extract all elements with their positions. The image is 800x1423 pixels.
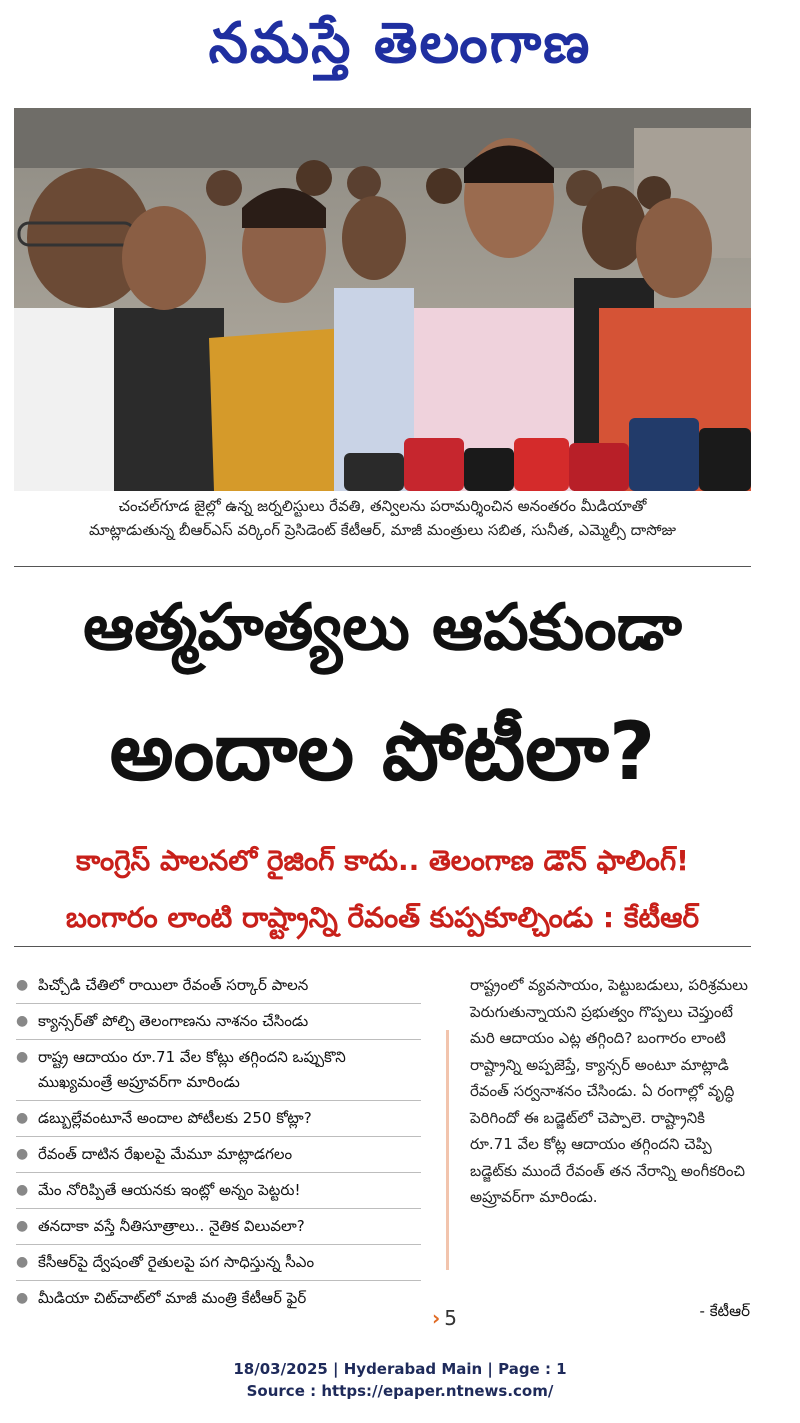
list-item: ● రేవంత్ దాటిన రేఖలపై మేమూ మాట్లాడగలం — [16, 1137, 421, 1173]
highlights-list — [16, 968, 421, 1316]
divider — [14, 566, 751, 567]
bullet-icon: ● — [16, 1254, 29, 1270]
news-photo — [14, 108, 751, 491]
bullet-icon: ● — [16, 1218, 29, 1234]
article-body: రాష్ట్రంలో వ్యవసాయం, పెట్టుబడులు, పరిశ్రమలు పెరుగుతున్నాయని ప్రభుత్వం గొప్పలు చెప్తుంటే మరి ఆదాయం ఎట్ల తగ్గింది? బంగారం లాంటి రాష్ట్రాన్ని అప్పజెప్తే, క్యాన్సర్ అంటూ మాట్లాడి రేవంత్ సర్వనాశనం చేసిండు. ఏ రంగాల్లో వృద్ధి పెరిగిందో ఈ బడ్జెట్‌లో చెప్పాలె. రాష్ట్రానికి రూ.71 వేల కోట్ల ఆదాయం తగ్గిందని చెప్పి బడ్జెట్‌కు ముందే రేవంత్ తన నేరాన్ని అంగీకరించి అప్రూవర్‌గా మారిండు. — [470, 976, 748, 1206]
divider — [14, 946, 751, 947]
bullet-icon: ● — [16, 977, 29, 993]
subhead-line-1: కాంగ్రెస్ పాలనలో రైజింగ్ కాదు.. తెలంగాణ డౌన్ ఫాలింగ్! — [76, 844, 689, 877]
list-item: ● రాష్ట్ర ఆదాయం రూ.71 వేల కోట్లు తగ్గిందని ఒప్పుకొని ముఖ్యమంత్రే అప్రూవర్‌గా మారిండు — [16, 1040, 421, 1101]
newspaper-logo: నమస్తే తెలంగాణ — [208, 10, 592, 76]
list-item: ● మీడియా చిట్‌చాట్‌లో మాజీ మంత్రి కేటీఆర్ ఫైర్ — [16, 1281, 421, 1316]
jump-page-number: 5 — [444, 1306, 457, 1330]
list-item: ● తనదాకా వస్తే నీతిసూత్రాలు.. నైతిక విలువలా? — [16, 1209, 421, 1245]
list-item: ● క్యాన్సర్‌తో పోల్చి తెలంగాణను నాశనం చేసిండు — [16, 1004, 421, 1040]
subhead-line-2: బంగారం లాంటి రాష్ట్రాన్ని రేవంత్ కుప్పకూల్చిండు : కేటీఆర్ — [65, 901, 700, 934]
chevron-right-icon: › — [432, 1306, 441, 1330]
masthead — [0, 0, 800, 100]
bullet-icon: ● — [16, 1049, 29, 1065]
press-conference-photo — [14, 108, 751, 491]
caption-line-2: మాట్లాడుతున్న బీఆర్‌ఎస్ వర్కింగ్ ప్రెసిడెంట్ కేటీఆర్, మాజీ మంత్రులు సబిత, సునీత, ఎమ్మెల్సీ దాసోజు — [89, 521, 676, 539]
headline-line-1: ఆత్మహత్యలు ఆపకుండా — [83, 591, 682, 665]
list-item: ● మేం నోరిప్పితే ఆయనకు ఇంట్లో అన్నం పెట్టరు! — [16, 1173, 421, 1209]
list-item: ● కేసీఆర్‌పై ద్వేషంతో రైతులపై పగ సాధిస్తున్న సీఎం — [16, 1245, 421, 1281]
bullet-icon: ● — [16, 1013, 29, 1029]
bullet-icon: ● — [16, 1182, 29, 1198]
headline-line-2: అందాల పోటీలా? — [109, 705, 656, 798]
page-footer — [0, 1358, 800, 1402]
bullet-icon: ● — [16, 1290, 29, 1306]
column-divider — [446, 1030, 449, 1270]
source-link[interactable]: Source : https://epaper.ntnews.com/ — [246, 1382, 554, 1400]
caption-line-1: చంచల్‌గూడ జైల్లో ఉన్న జర్నలిస్టులు రేవతి, తన్విలను పరామర్శించిన అనంతరం మీడియాతో — [118, 497, 647, 515]
continued-on-page[interactable] — [432, 1306, 457, 1330]
byline: - కేటీఆర్ — [699, 1302, 750, 1320]
list-item: ● డబ్బుల్లేవంటూనే అందాల పోటీలకు 250 కోట్లా? — [16, 1101, 421, 1137]
list-item: ● పిచ్చోడి చేతిలో రాయిలా రేవంత్ సర్కార్ పాలన — [16, 968, 421, 1004]
bullet-icon: ● — [16, 1110, 29, 1126]
bullet-icon: ● — [16, 1146, 29, 1162]
photo-caption — [14, 494, 751, 542]
edition-info: 18/03/2025 | Hyderabad Main | Page : 1 — [233, 1360, 567, 1378]
